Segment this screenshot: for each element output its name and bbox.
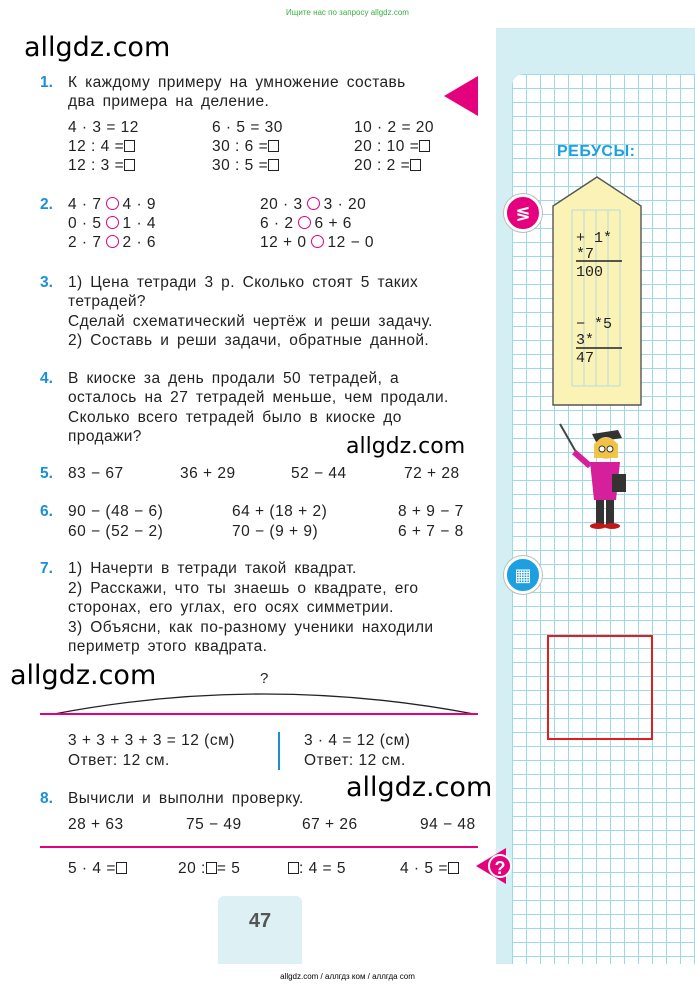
red-square [547, 635, 653, 740]
expression: 52 − 44 [291, 465, 347, 482]
task-text: Сделай схематический чертёж и реши задачу. [68, 313, 433, 330]
box-equation: 4 · 5 = [400, 860, 459, 878]
expression: 90 − (48 − 6) [68, 503, 164, 520]
expression: 67 + 26 [302, 816, 358, 833]
expression: 75 − 49 [186, 816, 242, 833]
rebus-house-shape [552, 176, 642, 406]
comparison: 6 · 2 6 + 6 [260, 215, 352, 232]
task-text: Вычисли и выполни проверку. [68, 790, 304, 807]
watermark: allgdz.com [10, 660, 157, 691]
watermark: allgdz.com [346, 772, 493, 803]
expression: 20 : 10 = [354, 138, 430, 156]
task-text: 2) Расскажи, что ты знаешь о квадрате, его [68, 580, 419, 597]
question-icon: ? [488, 854, 512, 878]
compare-circle [311, 235, 324, 248]
task-number: 2. [40, 196, 53, 213]
comparison: 12 + 0 12 − 0 [260, 234, 375, 251]
rebus-title: РЕБУСЫ: [557, 143, 636, 160]
expression: 4 · 3 = 12 [68, 119, 139, 136]
task-text: осталось на 27 тетрадей меньше, чем продали. [68, 389, 449, 406]
triangle-marker-icon [444, 76, 478, 116]
answer-box [268, 140, 279, 152]
grid-icon: ▦ [504, 556, 542, 594]
expression: 28 + 63 [68, 816, 124, 833]
expression: 10 · 2 = 20 [354, 119, 435, 136]
rebus-row: 3* [576, 332, 595, 349]
compare-circle [106, 197, 119, 210]
task-text: 3) Объясни, как по-разному ученики находили [68, 619, 434, 636]
expression: 64 + (18 + 2) [232, 503, 328, 520]
compare-icon: ≶ [504, 194, 542, 232]
expression: 6 + 7 − 8 [398, 523, 464, 540]
top-note: Ищите нас по запросу allgdz.com [286, 8, 409, 17]
rebus-row: + 1* [576, 230, 613, 247]
task-text: В киоске за день продали 50 тетрадей, а [68, 370, 400, 387]
expression: 30 : 5 = [212, 157, 279, 175]
expression: 94 − 48 [420, 816, 476, 833]
expression: 70 − (9 + 9) [232, 523, 319, 540]
box-equation: 5 · 4 = [68, 860, 127, 878]
comparison: 4 · 7 4 · 9 [68, 196, 157, 213]
task-text: продажи? [68, 428, 142, 445]
expression: 72 + 28 [404, 465, 460, 482]
answer-box [410, 159, 421, 171]
divider-line [40, 846, 478, 848]
expression: 6 · 5 = 30 [212, 119, 283, 136]
task-number: 3. [40, 274, 53, 291]
answer-box [206, 862, 217, 874]
answer-box [419, 140, 430, 152]
comparison: 20 · 3 3 · 20 [260, 196, 367, 213]
teacher-illustration [556, 422, 636, 532]
task-text: два примера на деление. [68, 93, 270, 110]
rebus-row: 100 [576, 264, 604, 281]
task-number: 5. [40, 465, 53, 482]
expression: 83 − 67 [68, 465, 124, 482]
solution-answer: Ответ: 12 см. [304, 752, 406, 769]
expression: 8 + 9 − 7 [398, 503, 464, 520]
task-text: Сколько всего тетрадей было в киоске до [68, 409, 402, 426]
answer-box [288, 862, 299, 874]
task-number: 8. [40, 790, 53, 807]
box-equation: : 4 = 5 [288, 860, 346, 878]
solution-expression: 3 + 3 + 3 + 3 = 12 (см) [68, 732, 235, 749]
task-number: 4. [40, 370, 53, 387]
task-text: 2) Составь и реши задачи, обратные данной. [68, 332, 430, 349]
divider-line [40, 713, 478, 715]
watermark: allgdz.com [24, 32, 171, 63]
task-number: 6. [40, 503, 53, 520]
rebus-row: *7 [576, 246, 595, 263]
watermark: allgdz.com [346, 434, 466, 459]
compare-circle [106, 235, 119, 248]
solution-expression: 3 · 4 = 12 (см) [304, 732, 411, 749]
task-number: 7. [40, 560, 53, 577]
compare-circle [106, 216, 119, 229]
task-text: тетрадей? [68, 293, 146, 310]
rebus-row: 47 [576, 350, 595, 367]
comparison: 2 · 7 2 · 6 [68, 234, 157, 251]
task-text: периметр этого квадрата. [68, 638, 268, 655]
task-text: 1) Цена тетради 3 р. Сколько стоят 5 таких [68, 274, 419, 291]
comparison: 0 · 5 1 · 4 [68, 215, 157, 232]
task-text: К каждому примеру на умножение составь [68, 74, 406, 91]
expression: 20 : 2 = [354, 157, 421, 175]
expression: 12 : 4 = [68, 138, 135, 156]
answer-box [448, 862, 459, 874]
expression: 30 : 6 = [212, 138, 279, 156]
compare-circle [298, 216, 311, 229]
solution-divider [278, 732, 280, 770]
box-equation: 20 : = 5 [178, 860, 241, 877]
answer-box [124, 159, 135, 171]
rebus-row: − *5 [576, 316, 613, 333]
bottom-note: allgdz.com / аллгдз ком / аллгда com [280, 972, 415, 981]
expression: 36 + 29 [180, 465, 236, 482]
task-number: 1. [40, 74, 53, 91]
task-text: 1) Начерти в тетради такой квадрат. [68, 560, 357, 577]
task-text: сторонах, его углах, его осях симметрии. [68, 599, 394, 616]
compare-circle [307, 197, 320, 210]
expression: 12 : 3 = [68, 157, 135, 175]
expression: 60 − (52 − 2) [68, 523, 164, 540]
answer-box [124, 140, 135, 152]
page-number: 47 [248, 910, 272, 932]
solution-answer: Ответ: 12 см. [68, 752, 170, 769]
arc-question: ? [260, 670, 269, 687]
answer-box [116, 862, 127, 874]
answer-box [268, 159, 279, 171]
